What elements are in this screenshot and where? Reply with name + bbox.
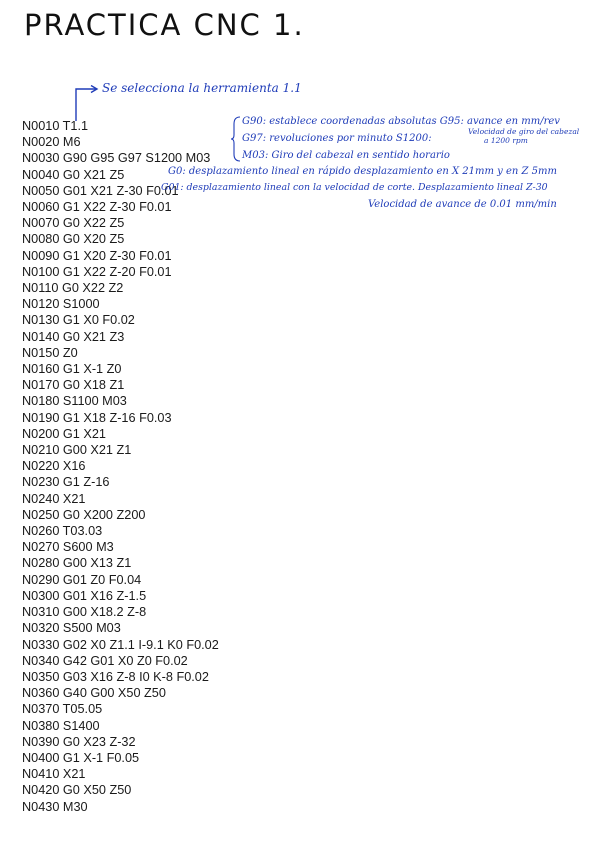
program-line: N0220 X16 [22, 459, 86, 474]
page-title: PRACTICA CNC 1. [24, 8, 305, 42]
annotation-g01-line: G01: desplazamiento lineal con la velocidad de corte. Desplazamiento lineal Z-30 [161, 182, 548, 193]
program-line: N0090 G1 X20 Z-30 F0.01 [22, 248, 172, 263]
program-line: N0410 X21 [22, 767, 86, 782]
program-line: N0400 G1 X-1 F0.05 [22, 750, 140, 765]
program-line: N0330 G02 X0 Z1.1 I-9.1 K0 F0.02 [22, 637, 219, 652]
program-line: N0300 G01 X16 Z-1.5 [22, 588, 147, 603]
cnc-program-listing [22, 118, 219, 815]
program-line: N0150 Z0 [22, 345, 78, 360]
program-line: N0050 G01 X21 Z-30 F0.01 [22, 183, 179, 198]
program-line: N0170 G0 X18 Z1 [22, 378, 125, 393]
program-line: N0420 G0 X50 Z50 [22, 783, 132, 798]
tool-selection-text: Se selecciona la herramienta 1.1 [102, 81, 302, 95]
program-line: N0290 G01 Z0 F0.04 [22, 572, 142, 587]
program-line: N0040 G0 X21 Z5 [22, 167, 125, 182]
program-line: N0190 G1 X18 Z-16 F0.03 [22, 410, 172, 425]
program-line: N0360 G40 G00 X50 Z50 [22, 686, 166, 701]
program-line: N0310 G00 X18.2 Z-8 [22, 605, 147, 620]
program-line: N0200 G1 X21 [22, 426, 106, 441]
program-line: N0390 G0 X23 Z-32 [22, 734, 136, 749]
program-line: N0120 S1000 [22, 297, 100, 312]
program-line: N0350 G03 X16 Z-8 I0 K-8 F0.02 [22, 669, 209, 684]
program-line: N0180 S1100 M03 [22, 394, 127, 409]
program-line: N0130 G1 X0 F0.02 [22, 313, 135, 328]
program-line: N0320 S500 M03 [22, 621, 121, 636]
program-line: N0010 T1.1 [22, 119, 89, 133]
program-line: N0020 M6 [22, 135, 81, 150]
program-line: N0060 G1 X22 Z-30 F0.01 [22, 200, 172, 215]
program-line: N0380 S1400 [22, 718, 100, 733]
program-line: N0280 G00 X13 Z1 [22, 556, 132, 571]
program-line: N0270 S600 M3 [22, 540, 114, 555]
annotation-g0-line: G0: desplazamiento lineal en rápido desplazamiento en X 21mm y en Z 5mm [168, 166, 557, 177]
program-line: N0430 M30 [22, 799, 88, 814]
annotation-s1200-note-2: a 1200 rpm [484, 136, 528, 145]
program-line: N0240 X21 [22, 491, 86, 506]
program-line: N0250 G0 X200 Z200 [22, 507, 146, 522]
program-line: N0080 G0 X20 Z5 [22, 232, 125, 247]
program-line: N0030 G90 G95 G97 S1200 M03 [22, 151, 211, 166]
annotation-g90-g95: G90: establece coordenadas absolutas G95: avance en mm/rev [242, 116, 560, 127]
program-line: N0340 G42 G01 X0 Z0 F0.02 [22, 653, 188, 668]
program-line: N0260 T03.03 [22, 524, 103, 539]
program-line: N0160 G1 X-1 Z0 [22, 362, 122, 377]
program-line: N0070 G0 X22 Z5 [22, 216, 125, 231]
annotation-feed: Velocidad de avance de 0.01 mm/min [368, 199, 557, 210]
program-line: N0140 G0 X21 Z3 [22, 329, 125, 344]
annotation-g97-s1200: G97: revoluciones por minuto S1200: [242, 133, 432, 144]
program-line: N0230 G1 Z-16 [22, 475, 110, 490]
annotation-m03: M03: Giro del cabezal en sentido horario [242, 150, 450, 161]
program-line: N0100 G1 X22 Z-20 F0.01 [22, 264, 172, 279]
program-line: N0370 T05.05 [22, 702, 103, 717]
program-line: N0210 G00 X21 Z1 [22, 443, 132, 458]
program-line: N0110 G0 X22 Z2 [22, 281, 124, 296]
annotation-s1200-note: Velocidad de giro del cabezal [468, 127, 580, 136]
brace-icon [230, 116, 242, 162]
